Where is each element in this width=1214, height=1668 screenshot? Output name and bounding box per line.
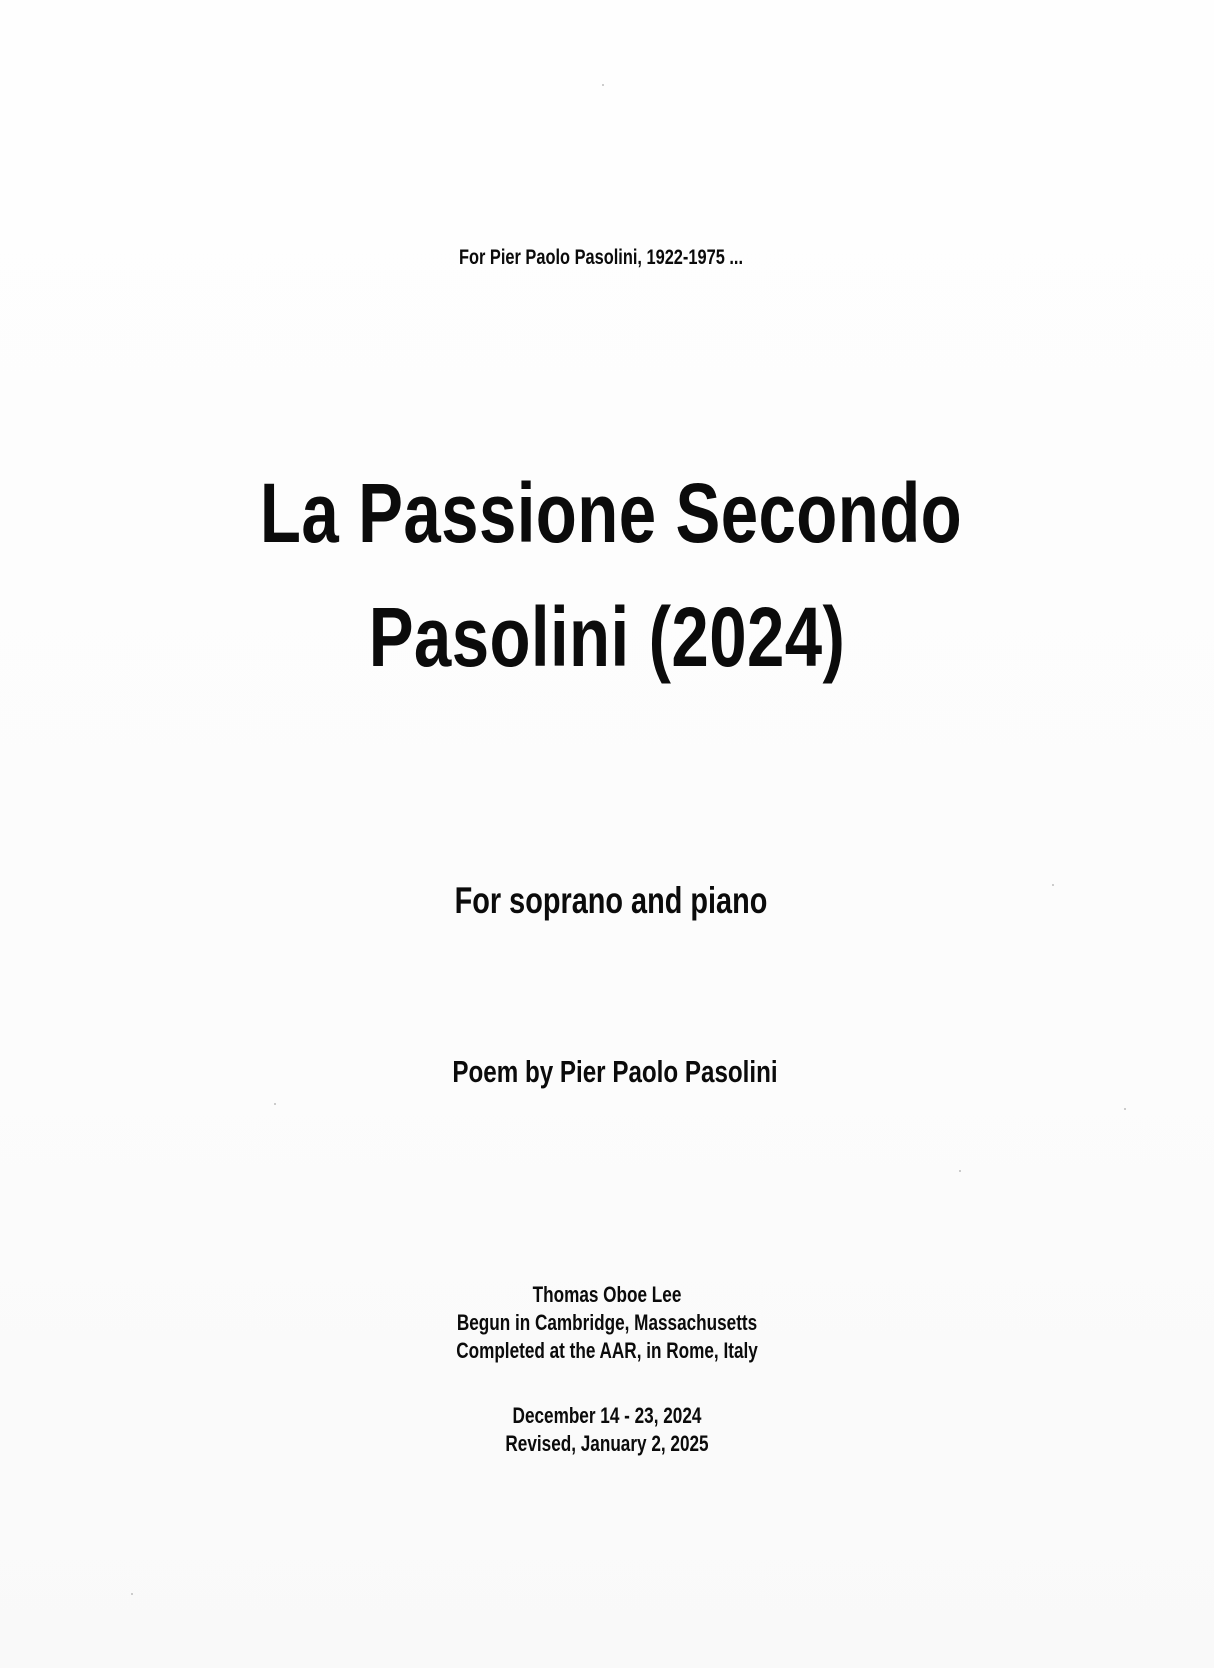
scan-speck (602, 84, 604, 86)
dedication: For Pier Paolo Pasolini, 1922-1975 ... (458, 246, 744, 269)
instrumentation: For soprano and piano (454, 880, 768, 921)
begun-location: Begun in Cambridge, Massachusetts (456, 1310, 758, 1335)
work-title-line-1: La Passione Secondo (259, 466, 963, 560)
work-title-line-2: Pasolini (2024) (368, 590, 846, 684)
scan-speck (959, 1170, 961, 1172)
revision-date: Revised, January 2, 2025 (505, 1431, 709, 1456)
composition-dates: December 14 - 23, 2024 (512, 1403, 702, 1428)
scan-speck (274, 1103, 276, 1105)
scan-speck (1124, 1108, 1126, 1110)
scan-speck (1052, 884, 1054, 886)
composer-name: Thomas Oboe Lee (532, 1282, 682, 1307)
poet-credit: Poem by Pier Paolo Pasolini (452, 1054, 778, 1089)
completed-location: Completed at the AAR, in Rome, Italy (456, 1338, 758, 1363)
scan-speck (131, 1593, 133, 1595)
